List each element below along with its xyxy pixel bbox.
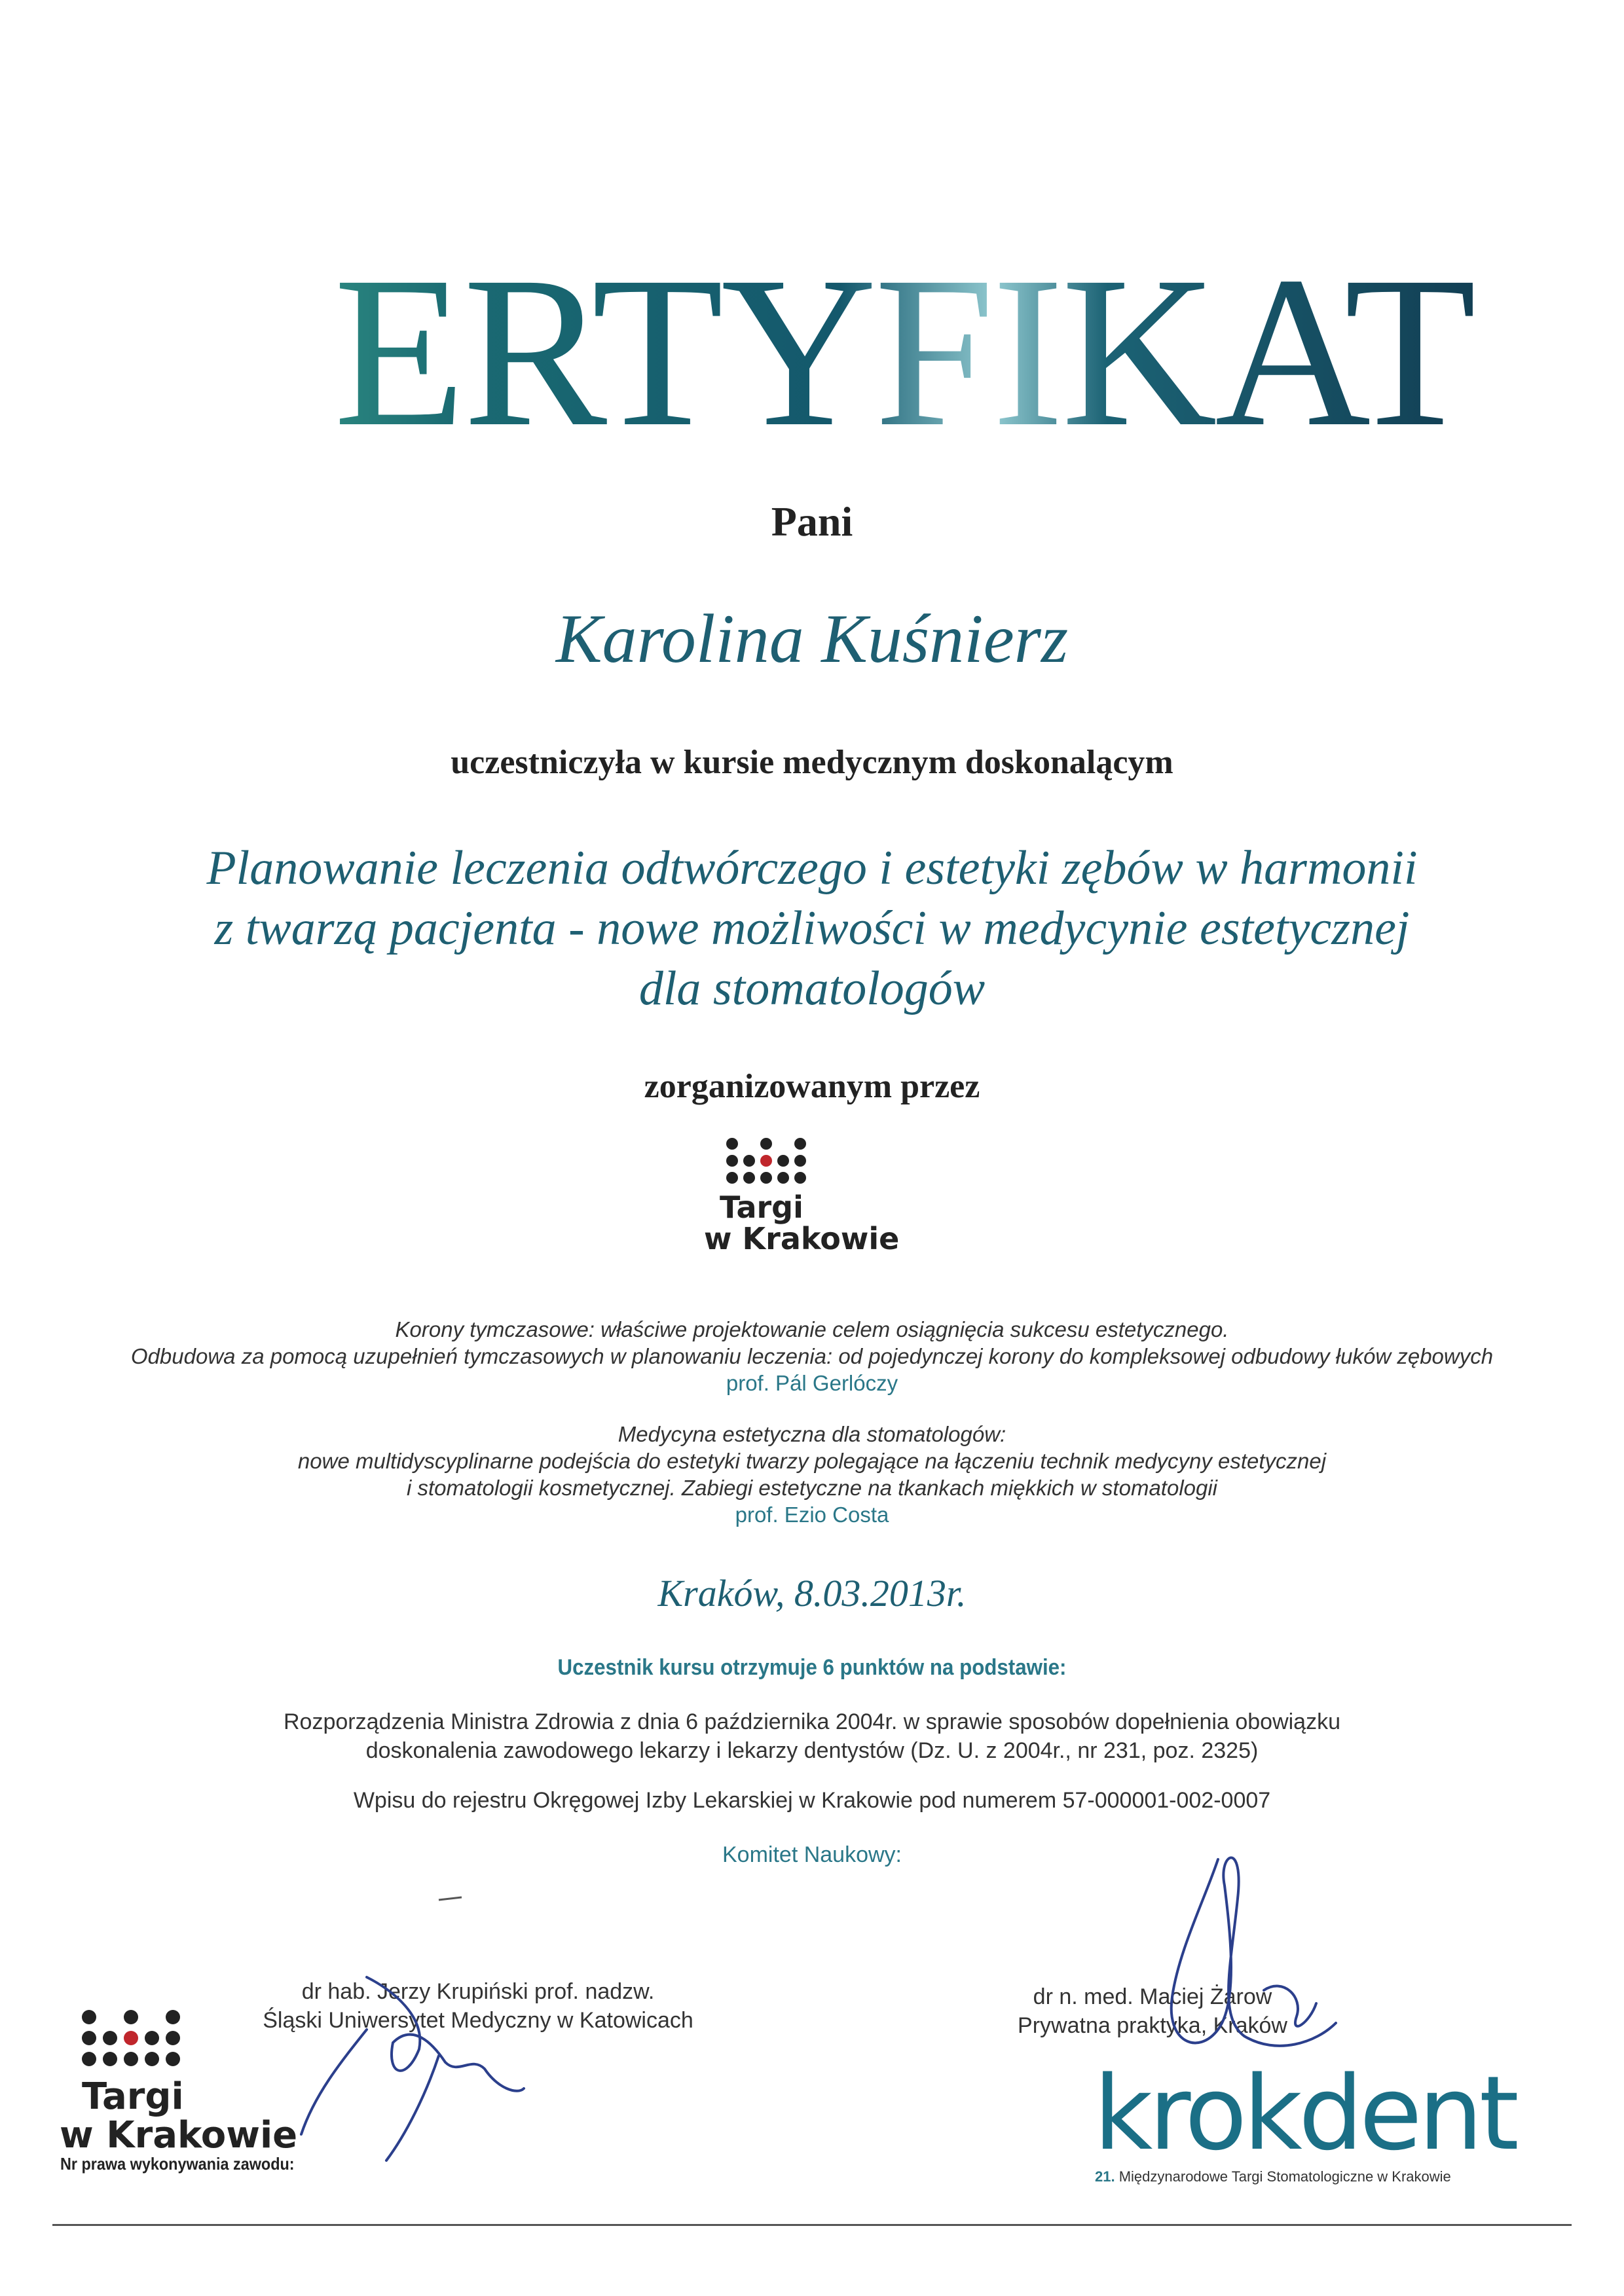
krokdent-subtitle-text: Międzynarodowe Targi Stomatologiczne w Krakowie <box>1118 2168 1451 2185</box>
lecturer-name: prof. Pál Gerlóczy <box>726 1371 898 1395</box>
signature-zarow-icon <box>1172 1858 1336 2046</box>
footer-logo-dots-icon <box>82 2010 297 2066</box>
date-place: Kraków, 8.03.2013r. <box>657 1572 967 1614</box>
lecture-line: i stomatologii kosmetycznej. Zabiegi estetyczne na tkankach miękkich w stomatologii <box>406 1476 1218 1500</box>
regulation-line: Rozporządzenia Ministra Zdrowia z dnia 6 października 2004r. w sprawie sposobów dopełnienia obowiązku <box>283 1709 1340 1734</box>
lecture-line: Odbudowa za pomocą uzupełnień tymczasowych w planowaniu leczenia: od pojedynczej korony do kompleksowej odbudowy łuków zębowych <box>130 1344 1494 1368</box>
krokdent-edition: 21. <box>1095 2168 1115 2185</box>
course-title-line: Planowanie leczenia odtwórczego i estetyki zębów w harmonii <box>206 841 1418 895</box>
logo-line1: Targi <box>720 1190 803 1225</box>
registry-line: Wpisu do rejestru Okręgowej Izby Lekarskiej w Krakowie pod numerem 57-000001-002-0007 <box>353 1788 1271 1813</box>
course-title-line: z twarzą pacjenta - nowe możliwości w medycynie estetycznej <box>214 902 1410 955</box>
lecture-line: Medycyna estetyczna dla stomatologów: <box>618 1422 1006 1446</box>
krokdent-subtitle <box>1095 2168 1451 2185</box>
license-number-label: Nr prawa wykonywania zawodu: <box>60 2154 295 2174</box>
lecture-line: Korony tymczasowe: właściwe projektowanie celem osiągnięcia sukcesu estetycznego. <box>395 1317 1229 1341</box>
footer-logo-line1: Targi <box>82 2075 184 2118</box>
signatory-affiliation: Prywatna praktyka, Kraków <box>1018 2013 1287 2038</box>
signature-krupinski-icon <box>301 1977 524 2160</box>
footer-logo <box>60 2010 298 2157</box>
logo-line2: w Krakowie <box>704 1221 900 1257</box>
title-rest: ERTYFIKAT <box>333 232 1474 471</box>
bottom-divider <box>52 2224 1572 2226</box>
lecture-line: nowe multidyscyplinarne podejścia do estetyki twarzy polegające na łączeniu technik medycyny estetycznej <box>297 1449 1327 1473</box>
salutation: Pani <box>771 498 853 545</box>
signatory-affiliation: Śląski Uniwersytet Medyczny w Katowicach <box>263 2008 693 2033</box>
krokdent-logo: krokdent <box>1094 2054 1515 2173</box>
signatory-name: dr hab. Jerzy Krupiński prof. nadzw. <box>301 1979 655 2004</box>
signature-mark-icon <box>439 1897 462 1900</box>
points-heading: Uczestnik kursu otrzymuje 6 punktów na podstawie: <box>557 1655 1067 1680</box>
title-initial: C <box>65 90 334 539</box>
lecturer-name: prof. Ezio Costa <box>735 1503 889 1527</box>
committee-label: Komitet Naukowy: <box>722 1842 902 1867</box>
footer-logo-line2: w Krakowie <box>60 2113 298 2157</box>
recipient-name: Karolina Kuśnierz <box>555 600 1069 677</box>
participation-text: uczestniczyła w kursie medycznym doskonalącym <box>451 744 1173 781</box>
course-title-line: dla stomatologów <box>638 962 986 1015</box>
organized-by: zorganizowanym przez <box>644 1068 980 1105</box>
regulation-line: doskonalenia zawodowego lekarzy i lekarzy dentystów (Dz. U. z 2004r., nr 231, poz. 2325) <box>365 1738 1259 1763</box>
signatory-name: dr n. med. Maciej Żarow <box>1033 1984 1272 2009</box>
